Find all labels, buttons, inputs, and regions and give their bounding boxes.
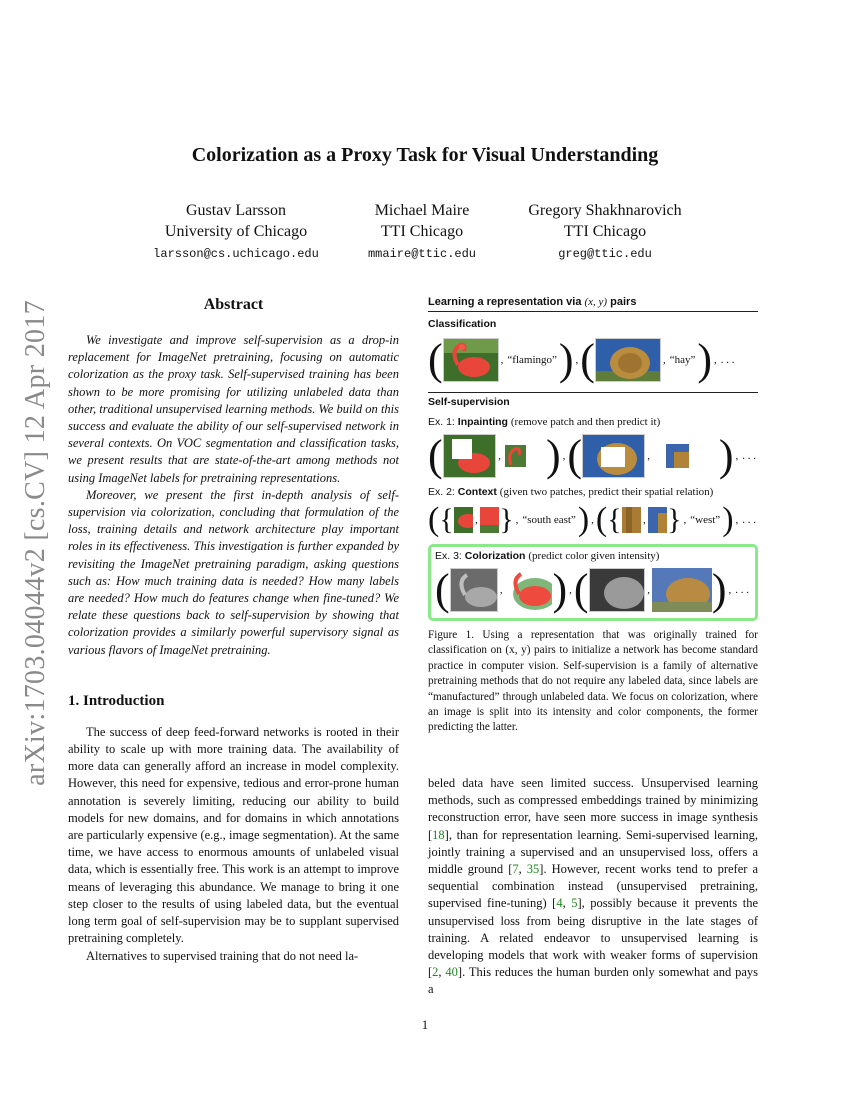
author-email[interactable]: larsson@cs.uchicago.edu [153, 247, 319, 261]
close-paren: ) [697, 335, 713, 384]
body-paragraph: The success of deep feed-forward networks is rooted in their ability to scale up with more training data. The availability of more data can generally afford an increase in model complexity. However, this need for expensive, tedious and error-prone human annotation is severely limiting, reducing our ability to build models for new domains, and for domains in which annotations are particularly expensive (e.g., image segmentation). At the same time, we have access to enormous amounts of unlabeled visual data, which is essentially free. This work is an attempt to improve means of leveraging this abundance. We manage to bring it one step closer to the results of using labeled data, but the eventual long term goal of self-supervision may be to supplant supervised pretraining completely. [68, 724, 399, 946]
comma: , [683, 514, 687, 526]
body-text: , [518, 862, 527, 877]
ellipsis: . . . [742, 450, 757, 462]
close-paren: ) [722, 501, 734, 538]
citation-link[interactable]: 2 [432, 965, 439, 980]
ex2-desc: (given two patches, predict their spatial relation) [499, 486, 714, 498]
comma: , [575, 354, 579, 366]
author-affiliation: University of Chicago [164, 223, 308, 240]
author-3 [510, 200, 700, 265]
close-brace: } [667, 503, 682, 536]
body-text: ]. However, recent works tend to prefer a sequential combination instead (unsupervised pretraining, supervised fine-tuning) [ [428, 862, 759, 911]
inpainting-hay-image [582, 434, 645, 478]
citation-link[interactable]: 35 [526, 862, 540, 877]
comma: , [735, 514, 739, 526]
author-affiliation: TTI Chicago [563, 223, 647, 240]
body-text: , [438, 965, 446, 980]
ex3-name: Colorization [464, 550, 526, 562]
ex1-prefix: Ex. 1: [428, 416, 455, 428]
close-paren: ) [718, 431, 734, 480]
open-paren: ( [580, 335, 595, 384]
west-label: “west” [690, 514, 721, 526]
self-supervision-label: Self-supervision [428, 392, 758, 410]
right-column-body [428, 775, 758, 999]
ex3-prefix: Ex. 3: [435, 550, 462, 562]
open-paren: ( [595, 501, 608, 538]
figure-caption: Figure 1. Using a representation that was originally trained for classification on (x, y) pairs to initialize a network has become standard practice in computer vision. Self-supervision is a family of alternative pretraining methods that do not require any labeled data, since labels are “manufactured” through unlabeled data. We focus on colorization, where an image is split into its intensity and color components, the former predicting the latter. [428, 629, 758, 734]
body-paragraph [428, 775, 758, 999]
section-heading: 1. Introduction [68, 692, 165, 709]
classification-label: Classification [428, 318, 497, 330]
ex3-label [435, 550, 751, 562]
flamingo-label: “flamingo” [507, 354, 557, 366]
body-text: ], than for representation learning. Semi-supervised learning, jointly training a supervised and an unsupervised loss, offers a middle ground [ [428, 827, 758, 877]
close-paren: ) [546, 431, 561, 480]
inpainting-patch-image [505, 445, 526, 467]
intro-body [68, 724, 399, 965]
citation-link[interactable]: 40 [445, 965, 458, 980]
author-affiliation: TTI Chicago [380, 223, 464, 240]
body-text: ]. This reduces the human burden only somewhat and pays a [428, 965, 759, 997]
open-brace: { [439, 503, 454, 536]
left-column [68, 296, 399, 965]
ellipsis: . . . [742, 514, 757, 526]
citation-link[interactable]: 5 [571, 896, 578, 911]
context-patch-4-image [648, 507, 667, 533]
comma: , [647, 584, 650, 596]
hay-label: “hay” [669, 354, 696, 366]
flamingo-image [443, 338, 499, 382]
inpainting-flamingo-image [443, 434, 497, 478]
author-name: Michael Maire [374, 202, 470, 219]
comma: , [475, 514, 478, 526]
inpainting-hay-patch-image [666, 444, 689, 468]
body-text: beled data have seen limited success. Unsupervised learning methods, such as compressed embeddings trained by minimizing reconstruction error, have seen more success in image synthesis [ [428, 776, 758, 842]
colorization-highlight-box [428, 544, 758, 621]
grayscale-hay-image [589, 568, 646, 612]
open-paren: ( [428, 431, 443, 480]
context-patch-3-image [622, 507, 641, 533]
abstract-paragraph: Moreover, we present the first in-depth analysis of self-supervision via colorization, concluding that formulation of the loss, training details and network architecture play important roles in its effectiveness. This investigation is further expanded by revisiting the ImageNet pretraining paradigm, asking questions such as: How much training data is needed? How many labels are needed? How much do features change when fine-tuned? We relate these questions back to self-supervision by showing that colorization provides a similarly powerful supervisory signal as various flavors of ImageNet pretraining. [68, 487, 399, 657]
ellipsis: . . . [720, 354, 735, 366]
body-text: , [562, 896, 572, 911]
context-row [428, 502, 758, 538]
comma: , [642, 514, 646, 526]
author-1 [146, 200, 326, 265]
comma: , [662, 354, 666, 366]
comma: , [728, 584, 732, 596]
close-paren: ) [577, 501, 590, 538]
comma: , [714, 354, 717, 366]
ex3-desc: (predict color given intensity) [528, 550, 660, 562]
author-block [0, 200, 850, 260]
context-patch-1-image [454, 507, 473, 533]
open-brace: { [607, 503, 622, 536]
arxiv-stamp-text: arXiv:1703.04044v2 [cs.CV] 12 Apr 2017 [20, 300, 51, 786]
ex1-label [428, 416, 758, 428]
close-paren: ) [558, 335, 574, 384]
author-name: Gregory Shakhnarovich [528, 202, 682, 219]
grayscale-flamingo-image [450, 568, 498, 612]
arxiv-stamp [14, 293, 58, 793]
close-paren: ) [711, 565, 727, 614]
classification-row [428, 336, 758, 384]
figure-header-math: (x, y) [584, 296, 608, 308]
flamingo-color-channels-image [505, 568, 553, 612]
citation-link[interactable]: 7 [512, 862, 519, 877]
body-paragraph: Alternatives to supervised training that do not need la- [86, 948, 359, 963]
author-email[interactable]: greg@ttic.edu [558, 247, 652, 261]
comma: , [735, 450, 739, 462]
ex2-name: Context [457, 486, 497, 498]
open-paren: ( [428, 335, 443, 384]
ex1-name: Inpainting [457, 416, 508, 428]
ex2-prefix: Ex. 2: [428, 486, 455, 498]
paper-title: Colorization as a Proxy Task for Visual Understanding [191, 144, 659, 166]
inpainting-row [428, 432, 758, 480]
ellipsis: . . . [735, 584, 749, 596]
figure-header [428, 296, 758, 312]
comma: , [569, 584, 572, 596]
ex1-desc: (remove patch and then predict it) [510, 416, 661, 428]
south-east-label: “south east” [522, 514, 576, 526]
author-2 [352, 200, 492, 265]
comma: , [515, 514, 519, 526]
ex2-label [428, 486, 758, 498]
colorization-row [435, 566, 751, 614]
open-paren: ( [573, 565, 589, 614]
citation-link[interactable]: 4 [556, 896, 563, 911]
close-brace: } [499, 503, 514, 536]
comma: , [591, 514, 594, 526]
comma: , [647, 450, 650, 462]
comma: , [500, 354, 504, 366]
author-email[interactable]: mmaire@ttic.edu [367, 247, 477, 261]
hay-image [595, 338, 661, 382]
citation-link[interactable]: 18 [432, 827, 445, 842]
abstract-heading: Abstract [203, 296, 264, 313]
open-paren: ( [428, 501, 440, 538]
author-name: Gustav Larsson [186, 202, 286, 219]
figure-header-suffix: pairs [610, 296, 637, 308]
body-text: ], possibly because it prevents the unsupervised loss from being disruptive in the late stages of training. A related endeavor to unsupervised learning is developing models that work with weaker forms of supervision [ [428, 896, 759, 980]
comma: , [499, 584, 503, 596]
abstract-paragraph: We investigate and improve self-supervision as a drop-in replacement for ImageNet pretraining, focusing on automatic colorization as the proxy task. Self-supervised training has been shown to be more promising for utilizing unlabeled data than other, traditional unsupervised learning methods. We build on this success and evaluate the ability of our self-supervised network in several contexts. On VOC segmentation and classification tasks, we present results that are state-of-the-art among methods not using ImageNet labels for pretraining representations. [68, 333, 399, 485]
context-patch-2-image [480, 507, 499, 533]
open-paren: ( [567, 431, 583, 480]
page-number: 1 [421, 1017, 429, 1032]
open-paren: ( [435, 565, 450, 614]
comma: , [562, 450, 566, 462]
figure-1 [428, 296, 758, 621]
figure-header-text: Learning a representation via [428, 296, 582, 308]
abstract [68, 296, 399, 659]
hay-color-channels-image [652, 568, 712, 612]
comma: , [498, 450, 501, 462]
close-paren: ) [552, 565, 568, 614]
